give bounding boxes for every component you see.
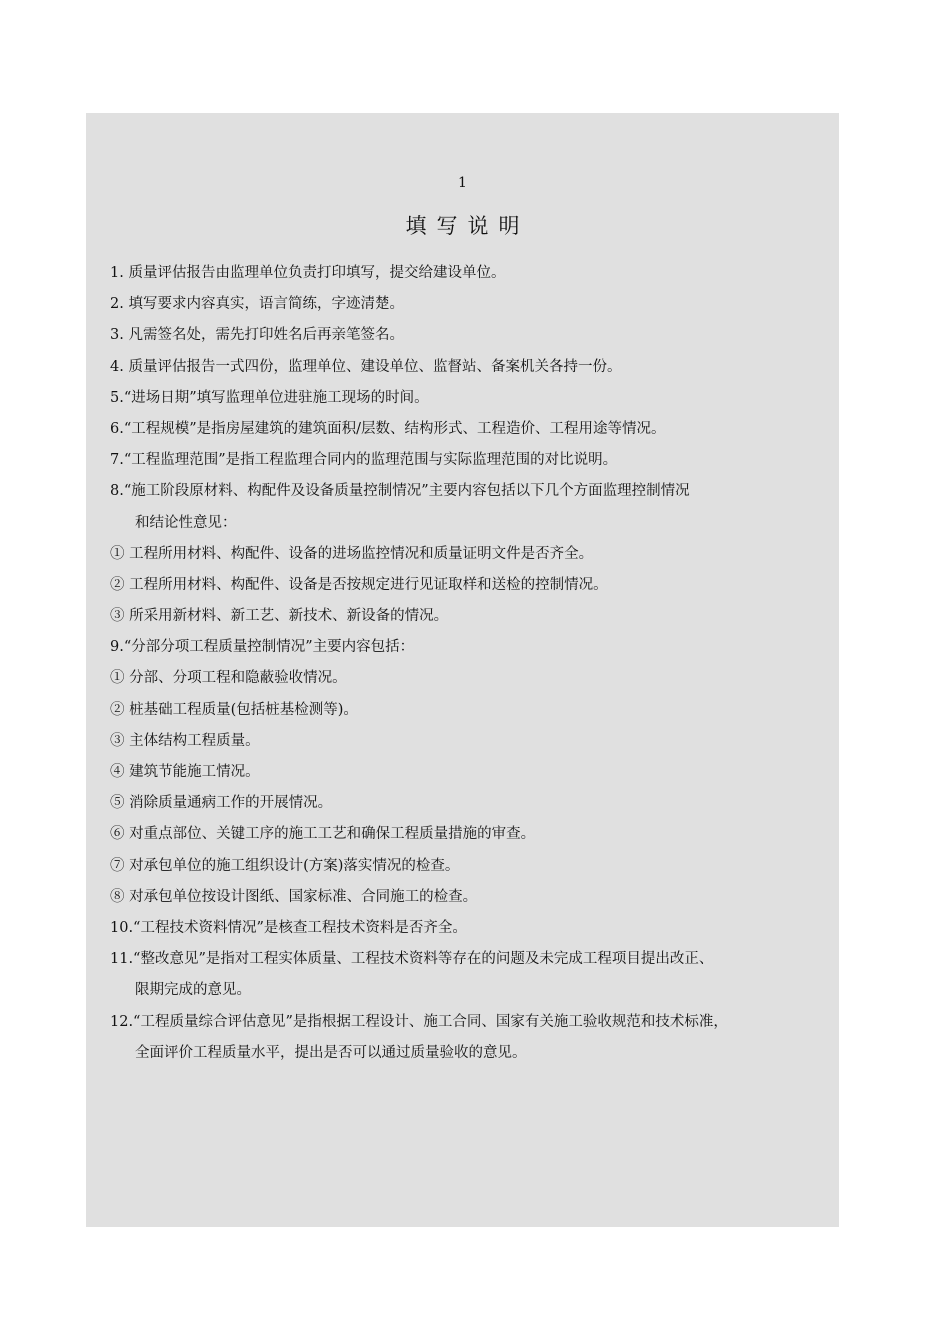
instruction-line-continued: 限期完成的意见。 (135, 982, 251, 999)
sub-item-line: ③ 所采用新材料、新工艺、新技术、新设备的情况。 (110, 608, 449, 625)
sub-item-line: ⑤ 消除质量通病工作的开展情况。 (110, 795, 333, 812)
sub-item-line: ② 工程所用材料、构配件、设备是否按规定进行见证取样和送检的控制情况。 (110, 576, 608, 593)
instruction-line: 6.“工程规模”是指房屋建筑的建筑面积/层数、结构形式、工程造价、工程用途等情况。 (110, 420, 666, 437)
instruction-line: 8.“施工阶段原材料、构配件及设备质量控制情况”主要内容包括以下几个方面监理控制情况 (110, 483, 690, 500)
sub-item-line: ③ 主体结构工程质量。 (110, 732, 260, 749)
instruction-line: 2. 填写要求内容真实，语言简练，字迹清楚。 (110, 296, 404, 313)
sub-item-line: ② 桩基础工程质量(包括桩基检测等)。 (110, 701, 358, 718)
sub-item-line: ① 分部、分项工程和隐蔽验收情况。 (110, 670, 347, 687)
instruction-line: 4. 质量评估报告一式四份，监理单位、建设单位、监督站、备案机关各持一份。 (110, 358, 622, 375)
instruction-line: 7.“工程监理范围”是指工程监理合同内的监理范围与实际监理范围的对比说明。 (110, 452, 618, 469)
instruction-line: 12.“工程质量综合评估意见”是指根据工程设计、施工合同、国家有关施工验收规范和技术标准， (110, 1013, 728, 1030)
instruction-list (110, 258, 810, 1069)
instruction-line: 3. 凡需签名处，需先打印姓名后再亲笔签名。 (110, 327, 404, 344)
sub-item-line: ④ 建筑节能施工情况。 (110, 764, 260, 780)
sub-item-line: ⑦ 对承包单位的施工组织设计(方案)落实情况的检查。 (110, 857, 460, 874)
sub-item-line: ⑥ 对重点部位、关键工序的施工工艺和确保工程质量措施的审查。 (110, 826, 536, 843)
page-number: 1 (458, 175, 467, 191)
page-title: 填写说明 (405, 214, 530, 238)
instruction-line: 1. 质量评估报告由监理单位负责打印填写，提交给建设单位。 (110, 265, 506, 281)
instruction-line-continued: 和结论性意见： (135, 514, 237, 531)
instruction-line-continued: 全面评价工程质量水平，提出是否可以通过质量验收的意见。 (135, 1044, 527, 1061)
instruction-line: 5.“进场日期”填写监理单位进驻施工现场的时间。 (110, 389, 429, 406)
document-page (86, 113, 839, 1227)
instruction-line: 11.“整改意见”是指对工程实体质量、工程技术资料等存在的问题及未完成工程项目提出改正、 (110, 951, 714, 968)
sub-item-line: ⑧ 对承包单位按设计图纸、国家标准、合同施工的检查。 (110, 888, 478, 905)
sub-item-line: ① 工程所用材料、构配件、设备的进场监控情况和质量证明文件是否齐全。 (110, 545, 594, 562)
instruction-line: 10.“工程技术资料情况”是核查工程技术资料是否齐全。 (110, 919, 467, 936)
instruction-line: 9.“分部分项工程质量控制情况”主要内容包括： (110, 639, 415, 656)
